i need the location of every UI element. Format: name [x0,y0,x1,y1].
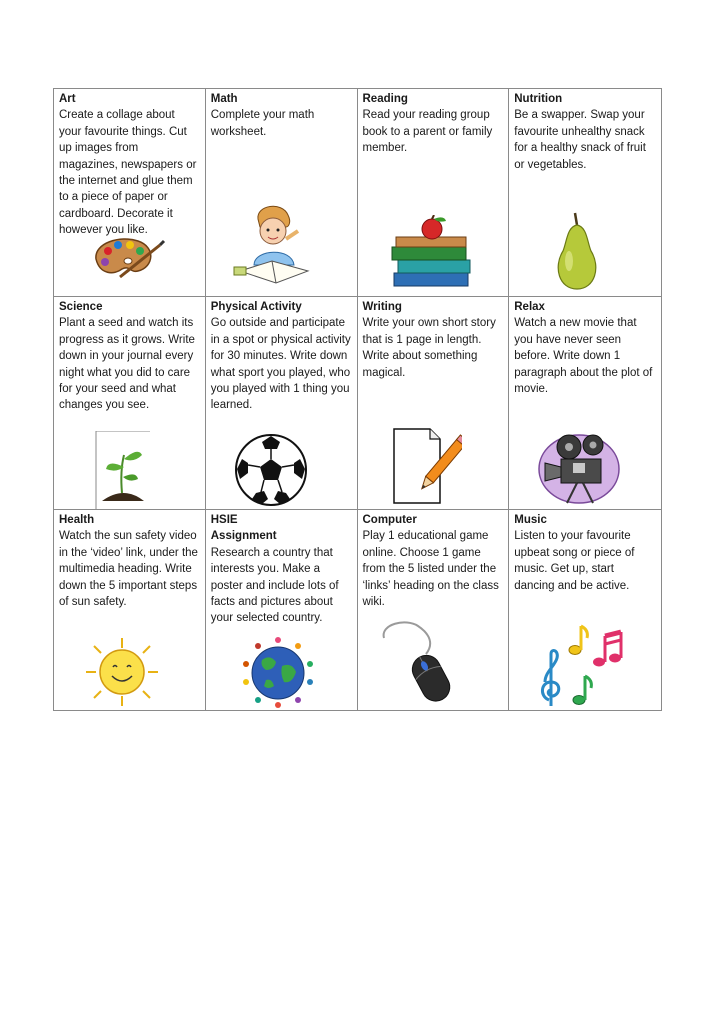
globe-people-icon [240,636,316,708]
cell-title: Art [59,93,76,105]
cell-title: Music [514,514,547,526]
seedling-icon [94,431,150,509]
cell-text: Read your reading group book to a parent or family member. [362,109,493,155]
cell-text: Go outside and participate in a spot or physical activity for 30 minutes. Write down what sport you played, who you played with 1 thing you learned. [210,317,351,412]
cell-text: Watch a new movie that you have never seen before. Write down 1 paragraph about the plot of movie. [514,317,653,396]
cell-text: Listen to your favourite upbeat song or piece of music. Get up, start dancing and be active. [514,530,635,592]
cell-title: Relax [514,301,545,313]
cell-math [206,89,358,297]
cell-hsie [206,510,358,710]
cell-music [509,510,661,710]
cell-title: Science [59,301,103,313]
cell-title: Physical Activity [210,301,302,313]
cell-title-line2: Assignment [210,530,277,543]
cell-title: Computer [362,514,417,526]
activity-grid [53,88,662,711]
paint-palette-icon [90,233,166,281]
cell-reading [358,89,510,297]
cell-title: Writing [362,301,402,313]
cell-writing [358,297,510,510]
cell-title: Health [59,514,95,526]
cell-physical-activity [206,297,358,510]
cell-text: Research a country that interests you. Make a poster and include lots of facts and pictures about your selected country. [210,546,339,625]
cell-nutrition [509,89,661,297]
cell-title: Reading [362,93,408,105]
cell-title: Math [210,93,238,105]
cell-text: Be a swapper. Swap your favourite unhealthy snack for a healthy snack of fruit or vegetables. [514,109,646,171]
cell-text: Complete your math worksheet. [210,109,315,138]
music-notes-icon [535,620,625,710]
smiling-sun-icon [82,636,162,708]
cell-text: Plant a seed and watch its progress as it grows. Write down in your journal every night what you did to care for your seed and what changes you see. [59,317,195,412]
cell-text: Create a collage about your favourite things. Cut up images from magazines, newspapers or the internet and glue them to a piece of paper or cardboard. Decorate it however you like. [59,109,197,237]
pear-icon [549,211,605,291]
boy-studying-icon [232,201,316,287]
soccer-ball-icon [234,433,308,507]
cell-art [54,89,206,297]
cell-text: Write your own short story that is 1 page in length. Write about something magical. [362,317,496,379]
computer-mouse-icon [378,620,462,706]
cell-title: Nutrition [514,93,563,105]
cell-science [54,297,206,510]
movie-camera-icon [537,429,623,505]
cell-computer [358,510,510,710]
cell-relax [509,297,661,510]
cell-title: HSIE [210,514,238,526]
cell-text: Play 1 educational game online. Choose 1 game from the 5 listed under the ‘links’ heading on the class wiki. [362,530,499,609]
cell-text: Watch the sun safety video in the ‘video’ link, under the multimedia heading. Write down the 5 important steps of sun safety. [59,530,198,609]
cell-health [54,510,206,710]
paper-pencil-icon [388,427,462,505]
books-apple-icon [388,215,478,289]
